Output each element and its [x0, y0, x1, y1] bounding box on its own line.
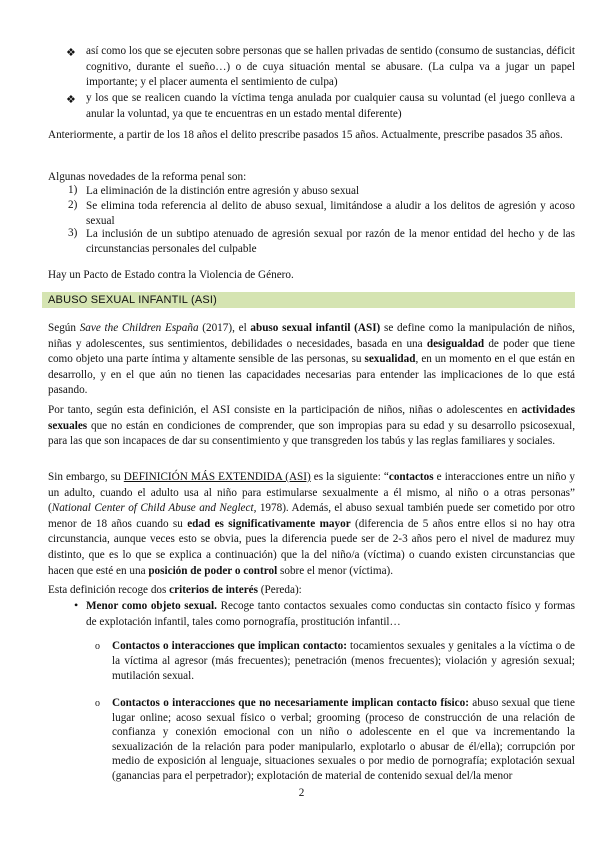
circle-bullet-icon: o: [95, 698, 100, 709]
bullet-item: y los que se realicen cuando la víctima tenga anulada por cualquier causa su voluntad (el juego conlleva a anular la voluntad, ya que te encuentras en un estado mental diferente): [86, 92, 575, 120]
paragraph-asi: Por tanto, según esta definición, el ASI consiste en la participación de niños, niñas o adolescentes en actividades sexuales que no están en condiciones de comprender, que son impropias para su edad y su desarrollo psicosexual, para las que son incapaces de dar su consentimiento y que transgreden los tabús y las reglas familiares y sociales.: [48, 404, 575, 448]
list-number: 2): [68, 199, 78, 211]
page-number: 2: [298, 787, 305, 799]
novedades-intro: Algunas novedades de la reforma penal son:: [48, 171, 247, 183]
paragraph-anterior: Anteriormente, a partir de los 18 años el delito prescribe pasados 15 años. Actualmente, prescribe pasados 35 años.: [48, 129, 563, 141]
bullet-menor: Menor como objeto sexual. Recoge tanto contactos sexuales como conductas sin contacto físico y formas de explotación infantil, tales como pornografía, prostitución infantil…: [86, 600, 575, 628]
diamond-bullet-icon: ❖: [66, 47, 76, 59]
dot-bullet-icon: •: [74, 598, 79, 612]
list-number: 1): [68, 184, 78, 196]
bullet-item: así como los que se ejecuten sobre personas que se hallen privadas de sentido (consumo de sustancias, déficit cognitivo, durante el sueño…) o de cuya situación mental se abusare. (La culpa va a jugar un papel importante; y el placer aumenta el sentimiento de culpa): [86, 45, 575, 89]
list-item: La inclusión de un subtipo atenuado de agresión sexual por razón de la menor entidad del hecho y de las circunstancias personales del culpable: [86, 228, 575, 255]
paragraph-criterios: Esta definición recoge dos criterios de interés (Pereda):: [48, 584, 302, 596]
section-heading: ABUSO SEXUAL INFANTIL (ASI): [42, 292, 575, 308]
sub-bullet-contacto: Contactos o interacciones que implican contacto: tocamientos sexuales y genitales a la víctima o de la víctima al agresor (más frecuentes); penetración (menos frecuentes); violación y agresión sexual; mutilación sexual.: [112, 640, 576, 683]
paragraph-extended-definition: Sin embargo, su DEFINICIÓN MÁS EXTENDIDA (ASI) es la siguiente: “contactos e interacciones entre un niño y un adulto, cuando el adulto usa al niño para estimularse sexualmente a él mismo, al niño o a otras personas” (National Center of Child Abuse and Neglect, 1978). Además, el abuso sexual también puede ser cometido por otro menor de 18 años cuando su edad es significativamente mayor (diferencia de 5 años entre ellos si no hay otra circunstancia, aunque veces esto se obvia, pues la diferencia puede ser de 2-3 años pero el nivel de madurez muy distinto, que es lo que se explica a continuación) que la del niño/a (víctima) o cuando existen circunstancias que hacen que esté en una posición de poder o control sobre el menor (víctima).: [48, 471, 575, 577]
paragraph-definition: Según Save the Children España (2017), el abuso sexual infantil (ASI) se define como la manipulación de niños, niñas y adolescentes, sus sentimientos, debilidades o necesidades, basada en una desigualdad de poder que tiene como objeto una parte íntima y altamente sensible de las personas, su sexualidad, en un momento en el que están en desarrollo, y en el que aún no tienen las capacidades necesarias para entender las implicaciones de lo que está pasando.: [48, 322, 576, 397]
diamond-bullet-icon: ❖: [66, 94, 76, 106]
circle-bullet-icon: o: [95, 641, 100, 652]
list-item: Se elimina toda referencia al delito de abuso sexual, limitándose a aludir a los delitos de agresión y acoso sexual: [86, 200, 575, 227]
list-number: 3): [68, 227, 78, 239]
sub-bullet-no-contacto: Contactos o interacciones que no necesariamente implican contacto físico: abuso sexual que tiene lugar online; acoso sexual físico o verbal; grooming (proceso de construcción de una relación de confianza y conexión emocional con un niño o adolescente en el que va incrementando la sexualización de la relación para poder manipularlo, explotarlo o abusar de él/ella); corrupción por medio de exposición al lenguaje, situaciones sexuales o por medio de pornografía; explotación sexual (ganancias para el perpetrador); explotación de material de contenido sexual del/la menor: [112, 697, 575, 782]
list-item: La eliminación de la distinción entre agresión y abuso sexual: [86, 185, 360, 197]
paragraph-pacto: Hay un Pacto de Estado contra la Violencia de Género.: [48, 269, 294, 281]
